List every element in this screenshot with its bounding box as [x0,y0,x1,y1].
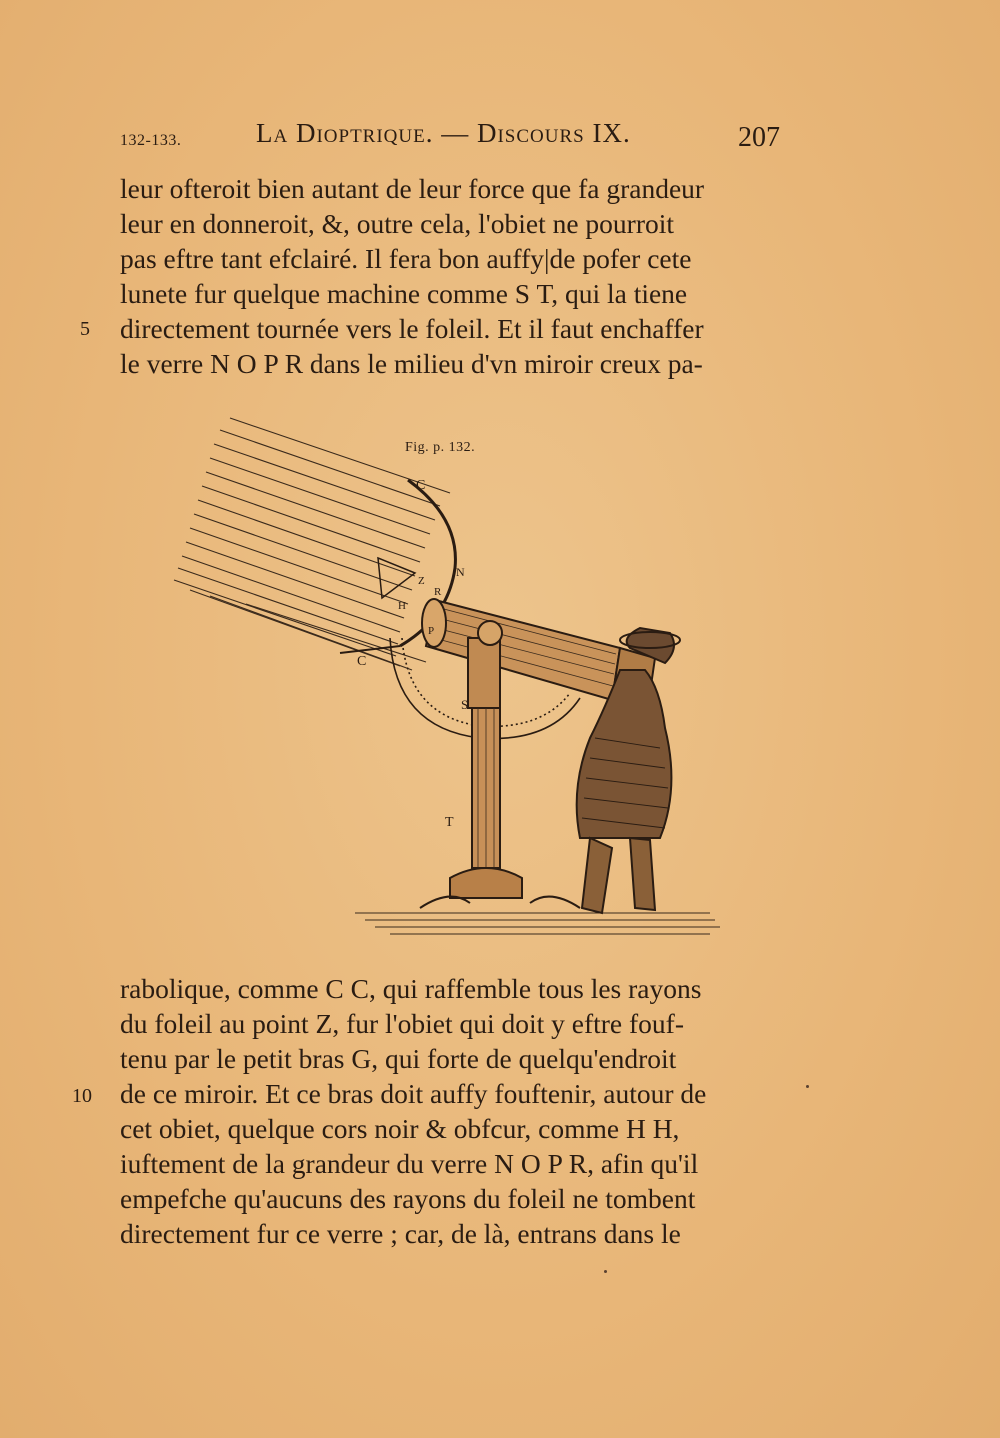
telescope-woodcut-figure [150,408,760,948]
sun-rays [174,418,450,670]
header-page-range: 132-133. [120,132,182,149]
figure-label-c-top: C [416,478,426,493]
text-line: de ce miroir. Et ce bras doit auffy fouftenir, autour de [120,1078,707,1109]
page-number: 207 [738,122,780,153]
figure-label-r: R [434,586,442,598]
text-line: cet obiet, quelque cors noir & obfcur, comme H H, [120,1113,680,1144]
figure-label-s: S [461,697,469,712]
paper-speck [806,1085,809,1088]
text-line: iuftement de la grandeur du verre N O P R, afin qu'il [120,1148,699,1179]
text-line: leur en donneroit, &, outre cela, l'obiet ne pourroit [120,208,675,239]
text-line: le verre N O P R dans le milieu d'vn miroir creux pa- [120,348,703,379]
text-line: empefche qu'aucuns des rayons du foleil ne tombent [120,1183,696,1214]
text-line: directement tournée vers le foleil. Et il faut enchaffer [120,313,704,344]
paper-speck [604,1270,607,1273]
figure-label-n: N [456,565,465,579]
figure-label-p: P [428,625,435,637]
text-line: lunete fur quelque machine comme S T, qui la tiene [120,278,688,309]
text-line: leur ofteroit bien autant de leur force que fa grandeur [120,173,705,204]
figure-label-z: Z [418,575,425,587]
text-line: rabolique, comme C C, qui raffemble tous les rayons [120,973,702,1004]
header-title: La Dioptrique. — Discours IX. [256,118,631,148]
figure-label-t: T [445,815,454,830]
figure-caption: Fig. p. 132. [405,440,476,455]
figure-label-h: H [398,600,406,612]
figure-label-c-bottom: C [357,654,367,669]
text-line: du foleil au point Z, fur l'obiet qui doit y eftre fouf- [120,1008,684,1039]
text-line: pas eftre tant efclairé. Il fera bon auffy|de pofer cete [120,243,692,274]
line-number: 10 [72,1085,92,1107]
text-line: directement fur ce verre ; car, de là, entrans dans le [120,1218,681,1249]
line-number: 5 [80,318,90,340]
ground-hatching [355,913,720,934]
running-header [120,118,780,158]
text-line: tenu par le petit bras G, qui forte de quelqu'endroit [120,1043,677,1074]
small-arm [378,558,415,598]
